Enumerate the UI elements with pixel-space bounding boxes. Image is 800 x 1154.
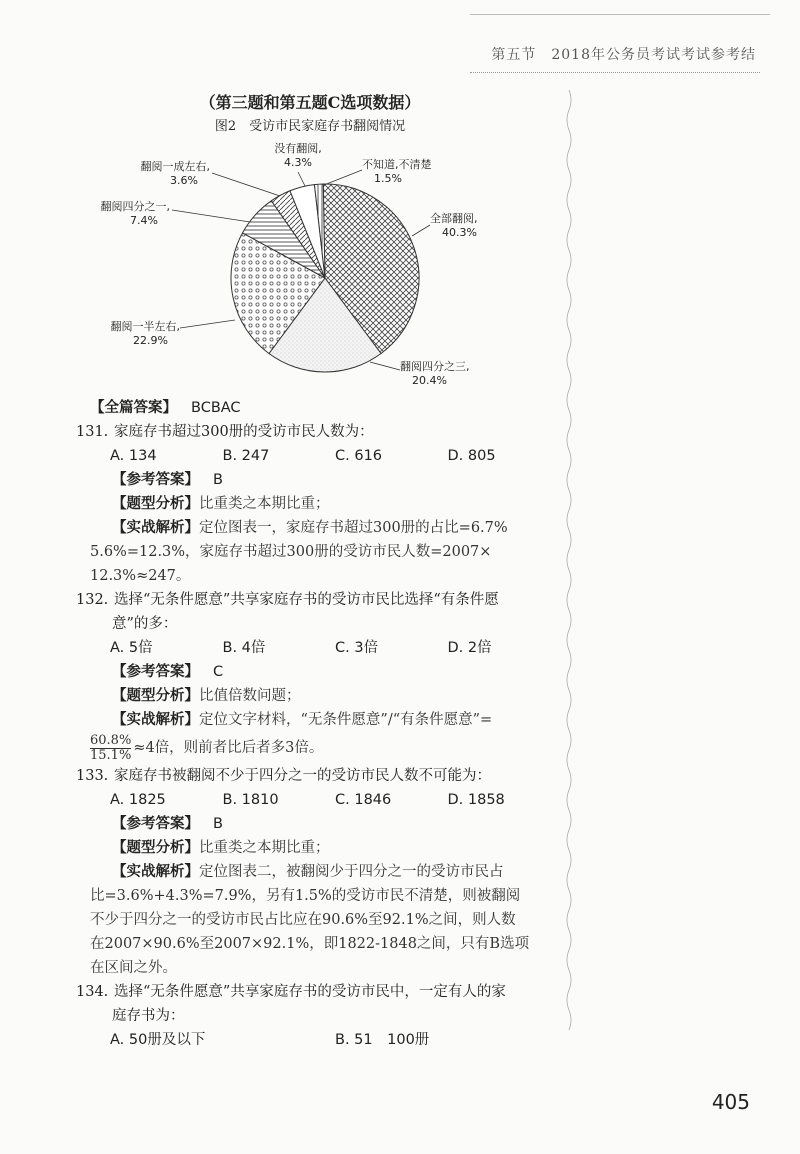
options-133 — [90, 788, 560, 812]
slice-label-half: 翻阅一半左右, — [110, 320, 180, 333]
solution-text: 定位文字材料，“无条件愿意”/“有条件愿意”= — [199, 712, 493, 728]
question-text: 家庭存书被翻阅不少于四分之一的受访市民人数不可能为： — [114, 768, 491, 784]
reference-answer-133 — [90, 812, 560, 836]
pie-chart — [100, 140, 560, 400]
fraction-numerator: 60.8% — [90, 732, 132, 748]
question-132-cont: 意”的多： — [112, 616, 178, 632]
question-text: 选择“无条件愿意”共享家庭存书的受访市民比选择“有条件愿 — [114, 592, 499, 608]
option-b: B. 51 100册 — [335, 1032, 430, 1048]
leader-line-half — [180, 320, 235, 328]
question-134-cont: 庭存书为： — [112, 1008, 185, 1024]
option-a: A. 5倍 — [110, 640, 153, 656]
slice-value-one-tenth: 3.6% — [170, 174, 198, 187]
all-answers-line — [90, 396, 560, 420]
slice-label-not-read: 没有翻阅, — [274, 142, 322, 155]
slice-value-three-quarters: 20.4% — [412, 374, 447, 387]
question-133 — [76, 764, 560, 788]
solution-text: ≈4倍，则前者比后者多3倍。 — [133, 740, 324, 756]
all-answers-label: 【全篇答案】 — [90, 400, 177, 416]
solution-133-line1 — [90, 860, 560, 884]
page-number: 405 — [711, 1090, 750, 1114]
question-text: 家庭存书超过300册的受访市民人数为： — [114, 424, 374, 440]
type-analysis-131 — [90, 492, 560, 516]
figure-title: 图2 受访市民家庭存书翻阅情况 — [214, 119, 406, 134]
reference-answer-label: 【参考答案】 — [112, 816, 199, 832]
question-text: 选择“无条件愿意”共享家庭存书的受访市民中，一定有人的家 — [114, 984, 506, 1000]
reference-answer-value: C — [213, 664, 224, 680]
slice-value-unknown: 1.5% — [374, 172, 402, 185]
options-134 — [90, 1028, 560, 1052]
question-number: 133. — [76, 768, 109, 784]
option-b: B. 1810 — [222, 792, 279, 808]
type-analysis-132 — [90, 684, 560, 708]
solution-label: 【实战解析】 — [112, 520, 199, 536]
option-d: D. 2倍 — [447, 640, 492, 656]
solution-132-line1 — [90, 708, 560, 732]
type-analysis-133 — [90, 836, 560, 860]
question-number: 132. — [76, 592, 109, 608]
leader-line-all-read — [412, 225, 430, 236]
option-d: D. 805 — [447, 448, 496, 464]
question-131 — [76, 420, 560, 444]
solution-133-line5: 在区间之外。 — [90, 960, 177, 976]
question-number: 131. — [76, 424, 109, 440]
solution-131-line1 — [90, 516, 560, 540]
leader-line-unknown — [324, 170, 362, 185]
type-analysis-text: 比值倍数问题； — [199, 688, 301, 704]
reference-answer-label: 【参考答案】 — [112, 472, 199, 488]
type-analysis-text: 比重类之本期比重； — [199, 496, 330, 512]
reference-answer-131 — [90, 468, 560, 492]
leader-line-one-tenth — [212, 173, 280, 196]
leader-line-three-quarters — [370, 362, 400, 370]
reference-answer-value: B — [213, 472, 223, 488]
question-number: 134. — [76, 984, 109, 1000]
slice-label-one-quarter: 翻阅四分之一, — [100, 200, 170, 213]
slice-value-not-read: 4.3% — [284, 156, 312, 169]
all-answers-value: BCBAC — [191, 400, 241, 416]
slice-value-half: 22.9% — [133, 334, 168, 347]
solution-131-line3: 12.3%≈247。 — [90, 568, 191, 584]
solution-label: 【实战解析】 — [112, 864, 199, 880]
option-b: B. 4倍 — [222, 640, 266, 656]
option-a: A. 50册及以下 — [110, 1032, 206, 1048]
type-analysis-label: 【题型分析】 — [112, 840, 199, 856]
answer-content — [76, 396, 560, 1052]
reference-answer-132 — [90, 660, 560, 684]
solution-132-line2 — [90, 732, 560, 764]
leader-line-one-quarter — [172, 210, 250, 222]
solution-131-line2: 5.6%=12.3%，家庭存书超过300册的受访市民人数=2007× — [90, 544, 492, 560]
fraction-denominator: 15.1% — [90, 747, 132, 763]
option-b: B. 247 — [222, 448, 270, 464]
figure-title-note: （第三题和第五题C选项数据） — [199, 93, 421, 112]
solution-text: 定位图表一，家庭存书超过300册的占比=6.7% — [199, 520, 508, 536]
leader-line-not-read — [298, 172, 305, 186]
solution-133-line2: 比=3.6%+4.3%=7.9%，另有1.5%的受访市民不清楚，则被翻阅 — [90, 888, 521, 904]
slice-label-one-tenth: 翻阅一成左右, — [140, 160, 210, 173]
slice-value-one-quarter: 7.4% — [130, 214, 158, 227]
side-border — [565, 90, 573, 1040]
question-132 — [76, 588, 560, 612]
solution-133-line4: 在2007×90.6%至2007×92.1%，即1822-1848之间，只有B选项 — [90, 936, 530, 952]
option-c: C. 1846 — [335, 792, 392, 808]
slice-label-unknown: 不知道,不清楚 — [362, 158, 432, 171]
fraction — [90, 734, 131, 763]
options-132 — [90, 636, 560, 660]
question-134 — [76, 980, 560, 1004]
reference-answer-label: 【参考答案】 — [112, 664, 199, 680]
type-analysis-label: 【题型分析】 — [112, 688, 199, 704]
slice-label-all-read: 全部翻阅, — [430, 212, 478, 225]
slice-label-three-quarters: 翻阅四分之三, — [400, 360, 470, 373]
option-d: D. 1858 — [447, 792, 505, 808]
reference-answer-value: B — [213, 816, 223, 832]
type-analysis-label: 【题型分析】 — [112, 496, 199, 512]
solution-text: 定位图表二，被翻阅少于四分之一的受访市民占 — [199, 864, 504, 880]
slice-value-all-read: 40.3% — [442, 226, 477, 239]
options-131 — [90, 444, 560, 468]
solution-label: 【实战解析】 — [112, 712, 199, 728]
header-rule — [470, 72, 760, 73]
running-header: 第五节 2018年公务员考试考试参考结 — [491, 47, 756, 63]
type-analysis-text: 比重类之本期比重； — [199, 840, 330, 856]
option-a: A. 134 — [110, 448, 157, 464]
solution-133-line3: 不少于四分之一的受访市民占比应在90.6%至92.1%之间，则人数 — [90, 912, 516, 928]
top-rule — [470, 14, 770, 15]
option-c: C. 616 — [335, 448, 383, 464]
option-c: C. 3倍 — [335, 640, 379, 656]
option-a: A. 1825 — [110, 792, 166, 808]
